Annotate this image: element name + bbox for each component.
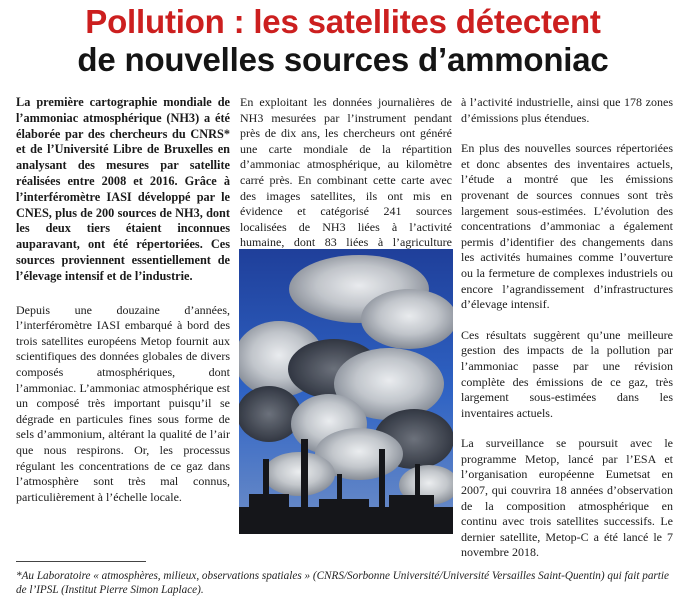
column-1 xyxy=(16,95,230,520)
footnote-rule xyxy=(16,561,146,562)
footnote: *Au Laboratoire « atmosphères, milieux, observations spatiales » (CNRS/Sorbonne Université/Université Versailles Saint-Quentin) qui fait partie de l’IPSL (Institut Pierre Simon Laplace). xyxy=(16,570,669,596)
column-3 xyxy=(461,95,673,576)
lead-paragraph: La première cartographie mondiale de l’ammoniac atmosphérique (NH3) a été élaborée par des chercheurs du CNRS* et de l’Université Libre de Bruxelles en analysant des mesures par satellite réalisées entre 2008 et 2016. Grâce à l’interféromètre IASI développé par le CNES, plus de 200 sources de NH3, dont les deux tiers étaient inconnues auparavant, ont été répertoriées. Ces sources proviennent essentiellement de l’élevage intensif et de l’industrie. xyxy=(16,95,230,283)
body-paragraph: En plus des nouvelles sources répertoriées et donc absentes des inventaires actuels, l’étude a montré que les émissions provenant de sources connues sont très largement sous-estimées. L’évolution des concentrations d’ammoniac a également permis d’identifier des changements dans les activités humaines comme l’ouverture ou la fermeture de complexes industriels ou encore l’agrandissement d’infrastructures d’élevage intensif. xyxy=(461,141,673,312)
body-paragraph: Depuis une douzaine d’années, l’interféromètre IASI embarqué à bord des trois satellites européens Metop fournit aux scientifiques des données globales de divers composés atmosphériques, dont l’ammoniac. L’ammoniac atmosphérique est un composé très important puisqu’il se dégrade en particules fines sous forme de sels d’ammonium, altérant la qualité de l’air que nous respirons. Or, les processus régulant les concentrations de ce gaz dans l’atmosphère sont très mal connus, particulièrement à l’échelle locale. xyxy=(16,302,230,504)
headline-line-1: Pollution : les satellites détectent xyxy=(85,3,601,40)
body-paragraph: En exploitant les données journalières de NH3 mesurées par l’instrument pendant près de dix ans, les chercheurs ont généré une carte mondiale de la répartition d’ammoniac atmosphérique, au kilomètre carré près. En combinant cette carte avec des images satellites, ils ont mis en évidence et catégorisé 241 sources localisées de NH3 liées à l’activité humaine, dont 83 liées à l’agriculture xyxy=(240,95,452,250)
industrial-smoke-photo xyxy=(239,249,453,534)
body-paragraph: La surveillance se poursuit avec le programme Metop, lancé par l’ESA et l’organisation européenne Eumetsat en 2007, qui couvrira 18 années d’observation de la composition atmosphérique en continu avec trois satellites successifs. Le dernier satellite, Metop-C a été lancé le 7 novembre 2018. xyxy=(461,436,673,560)
smokestacks-illustration xyxy=(239,249,453,534)
headline-line-2: de nouvelles sources d’ammoniac xyxy=(77,41,609,78)
body-paragraph: à l’activité industrielle, ainsi que 178 zones d’émissions plus étendues. xyxy=(461,95,673,125)
body-paragraph: Ces résultats suggèrent qu’une meilleure gestion des impacts de la pollution par l’ammoniac passe par une révision complète des émissions de ce gaz, très largement sous-estimées dans les inventaires actuels. xyxy=(461,327,673,420)
